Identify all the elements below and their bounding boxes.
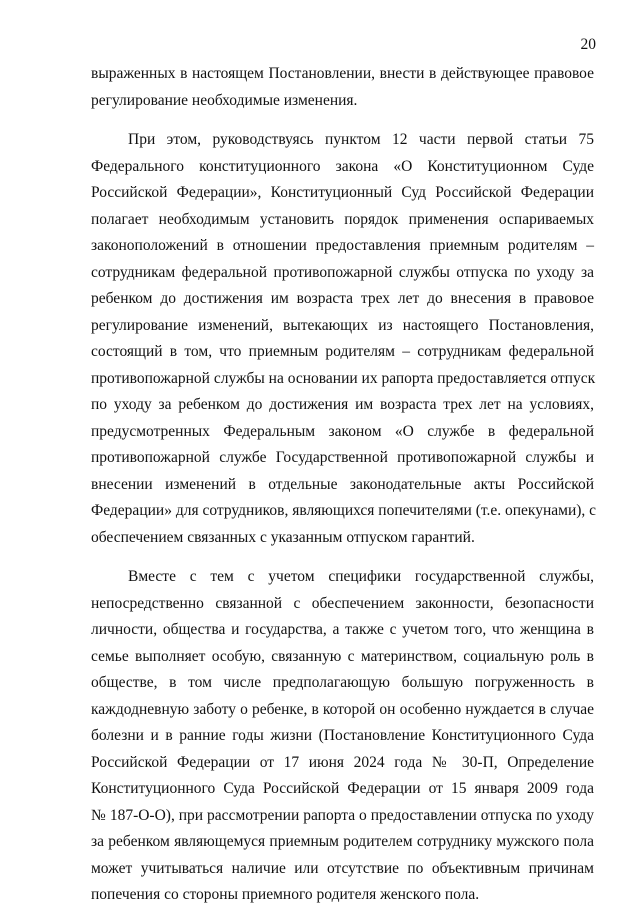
text-line: Федерального конституционного закона «О Конституционном Суде [91, 157, 594, 175]
text-line: Вместе с тем с учетом специфики государственной службы, [128, 568, 594, 585]
text-line: Федерации» для сотрудников, являющихся попечителями (т.е. опекунами), с [91, 502, 597, 519]
text-line: сотрудникам федеральной противопожарной службы отпуска по уходу за [91, 263, 594, 281]
text-line: Конституционного Суда Российской Федерации от 15 января 2009 года [91, 780, 594, 797]
text-line: противопожарной службы на основании их рапорта предоставляется отпуск [91, 369, 596, 387]
text-line: семье выполняет особую, связанную с материнством, социальную роль в [91, 647, 594, 665]
text-line: регулирование необходимые изменения. [91, 91, 358, 109]
text-line: Российской Федерации от 17 июня 2024 года № 30-П, Определение [91, 753, 594, 771]
text-line: по уходу за ребенком до достижения им возраста трех лет на условиях, [91, 396, 594, 413]
text-line: № 187-О-О), при рассмотрении рапорта о предоставлении отпуска по уходу [91, 806, 594, 824]
text-line: При этом, руководствуясь пунктом 12 части первой статьи 75 [128, 131, 594, 148]
text-line: за ребенком являющемуся приемным родителем сотруднику мужского пола [91, 833, 594, 850]
text-line: регулирование изменений, вытекающих из настоящего Постановления, [91, 316, 594, 334]
text-line: обеспечением связанных с указанным отпуском гарантий. [91, 528, 475, 546]
text-line: обществе, в том числе предполагающую большую погруженность в [91, 674, 594, 691]
text-line: состоящий в том, что приемным родителям – сотрудникам федеральной [91, 343, 594, 360]
document-body [91, 61, 597, 909]
text-line: полагает необходимым установить порядок применения оспариваемых [91, 210, 594, 228]
text-line: попечения со стороны приемного родителя женского пола. [91, 886, 480, 903]
text-line: противопожарной службе Государственной противопожарной службы и [91, 449, 594, 466]
text-line: ребенком до достижения им возраста трех лет до внесения в правовое [91, 290, 594, 307]
text-line: выраженных в настоящем Постановлении, внести в действующее правовое [91, 65, 594, 82]
text-line: внесении изменений в отдельные законодательные акты Российской [91, 475, 594, 493]
text-line: непосредственно связанной с обеспечением законности, безопасности [91, 594, 594, 612]
text-line: личности, общества и государства, а также с учетом того, что женщина в [91, 621, 594, 638]
text-line: законоположений в отношении предоставления приемным родителям – [91, 237, 594, 254]
page-number: 20 [580, 36, 596, 53]
text-line: может учитываться наличие или отсутствие по объективным причинам [91, 859, 594, 877]
paragraph [91, 61, 594, 114]
paragraph [91, 127, 597, 551]
text-line: болезни и в ранние годы жизни (Постановление Конституционного Суда [91, 727, 594, 744]
text-line: Российской Федерации», Конституционный Суд Российской Федерации [91, 184, 594, 201]
text-line: каждодневную заботу о ребенке, в которой он особенно нуждается в случае [91, 700, 594, 718]
paragraph [91, 564, 594, 909]
text-line: предусмотренных Федеральным законом «О службе в федеральной [91, 422, 594, 440]
